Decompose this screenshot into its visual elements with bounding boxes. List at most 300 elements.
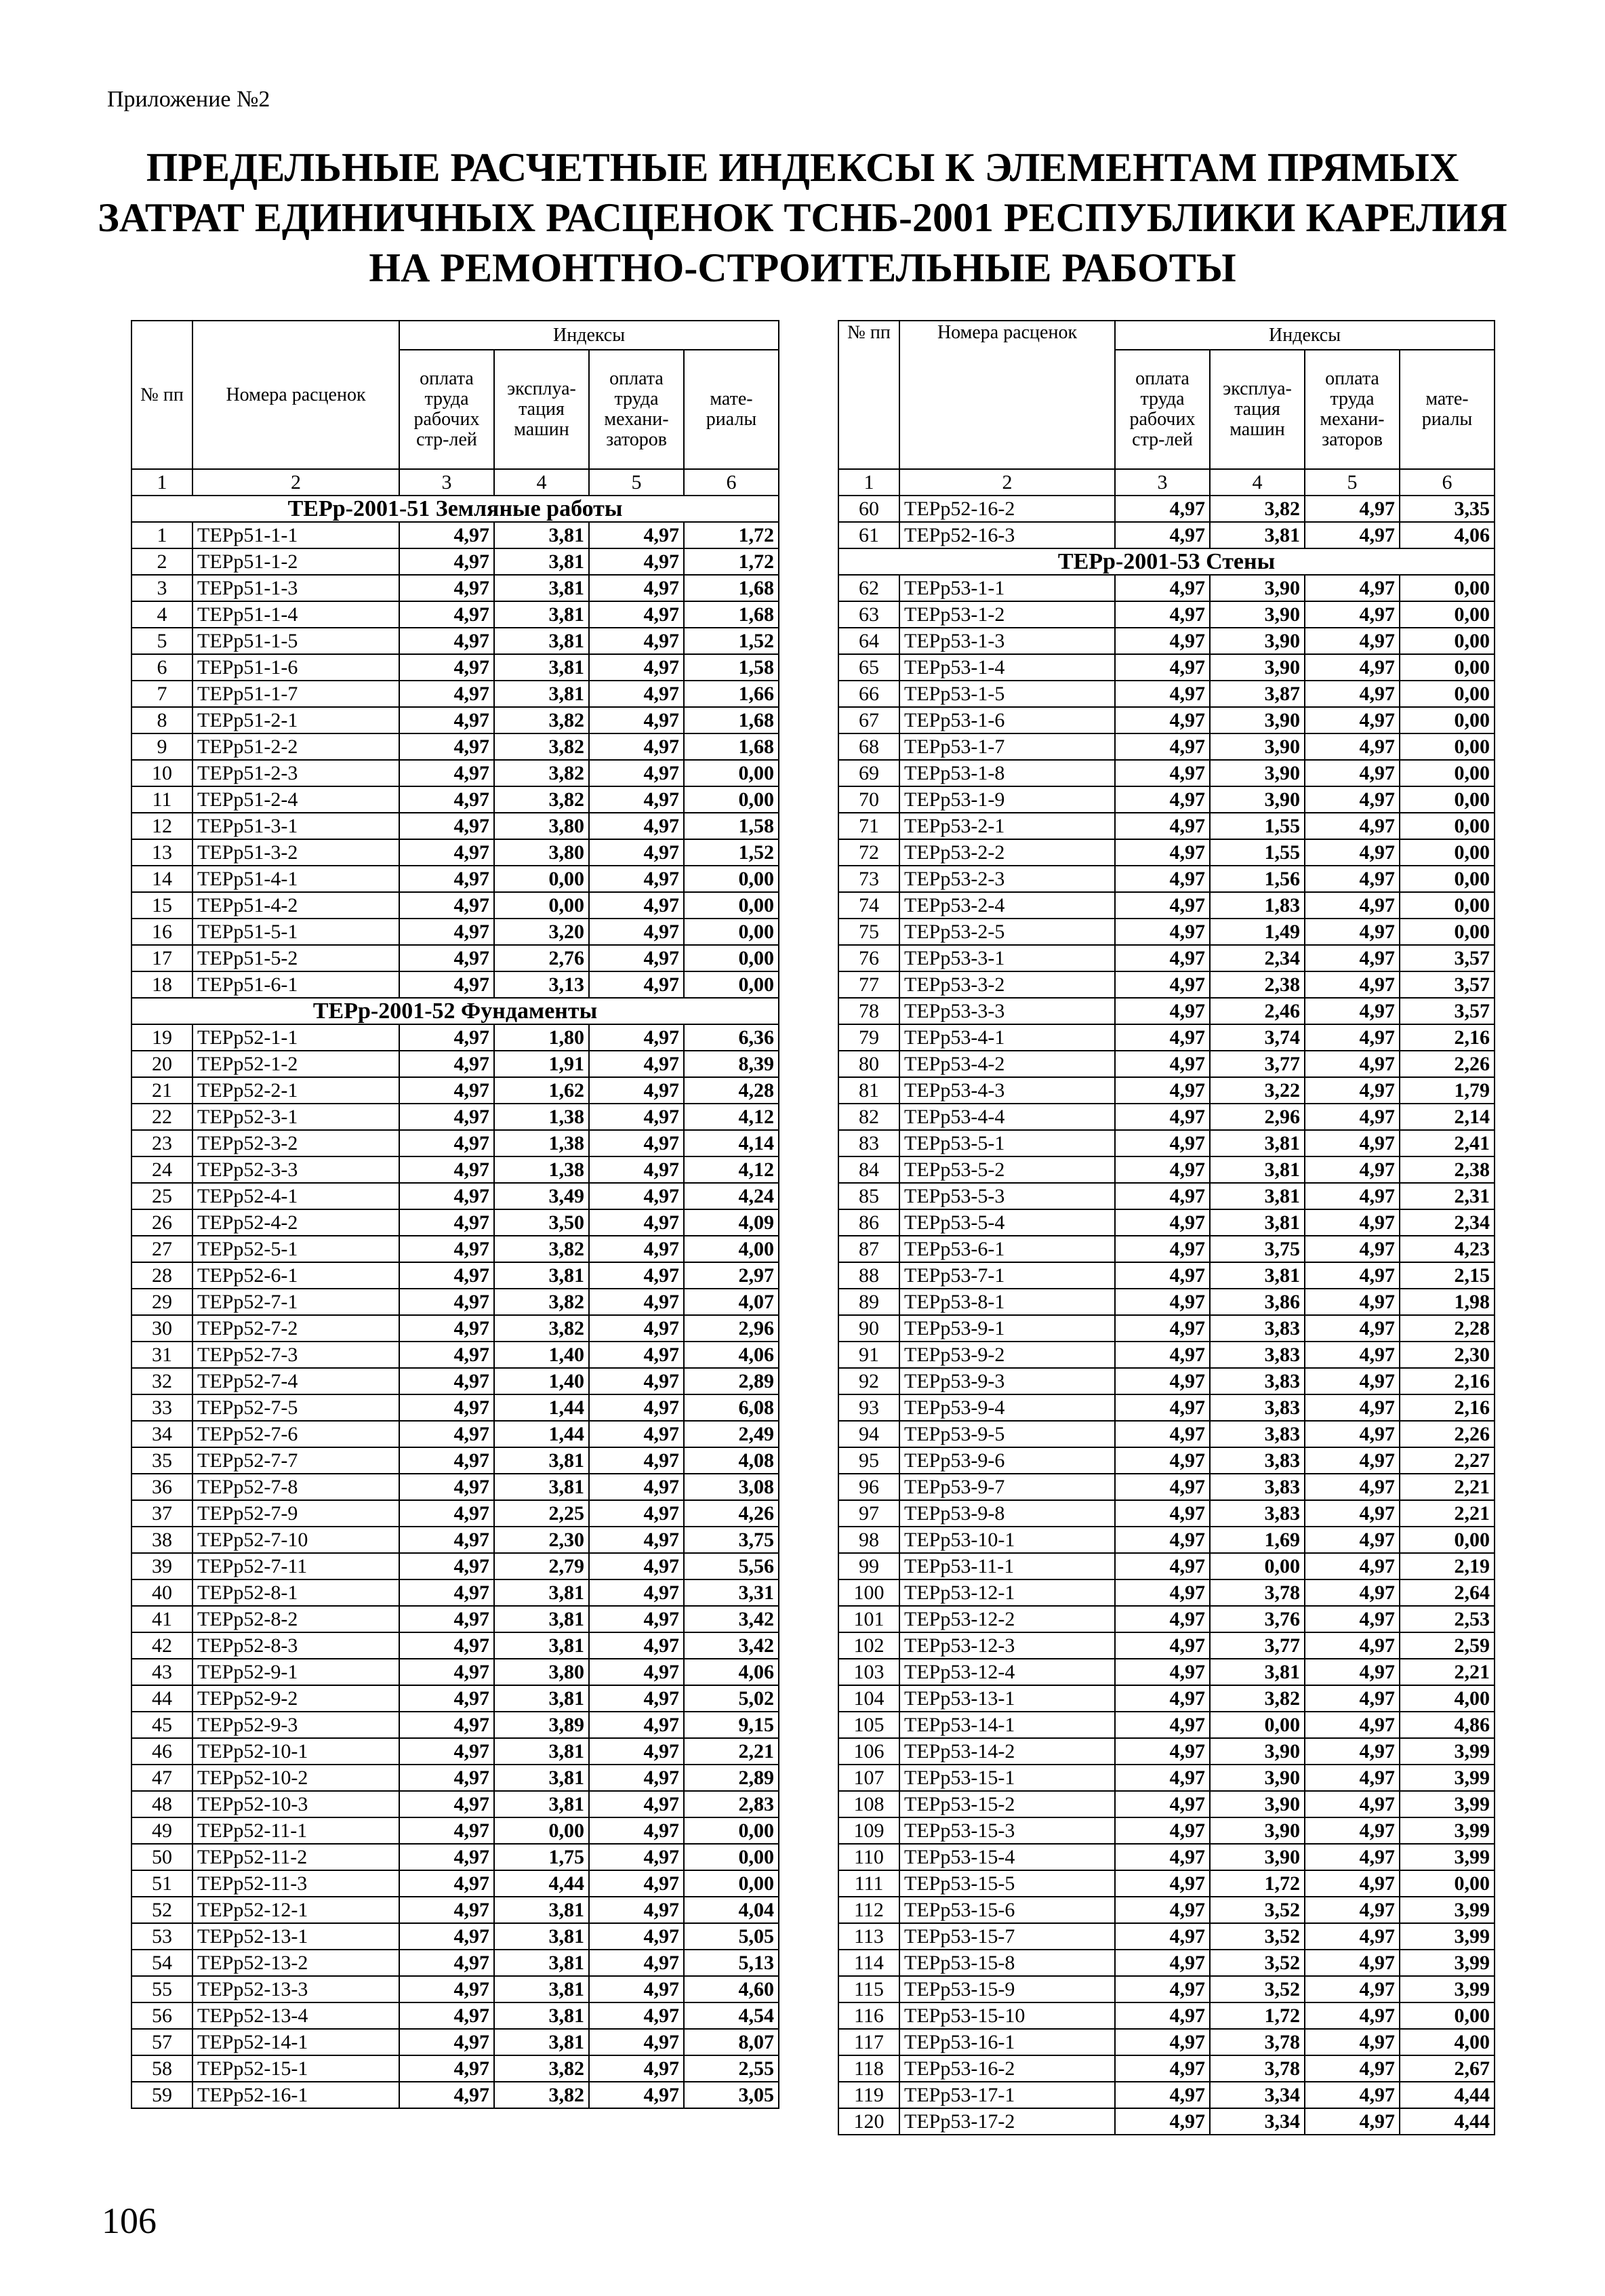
rate-code: ТЕРр53-6-1 [899,1236,1115,1262]
index-operators: 4,97 [1305,1156,1400,1183]
index-labor: 4,97 [1115,1474,1210,1500]
table-row [131,1738,779,1765]
index-machines: 3,82 [494,707,589,733]
index-labor: 4,97 [1115,1738,1210,1765]
row-number: 10 [131,760,192,786]
index-labor: 4,97 [1115,971,1210,998]
rate-code: ТЕРр53-15-1 [899,1765,1115,1791]
index-materials: 0,00 [684,971,779,998]
index-labor: 4,97 [399,1976,494,2002]
index-machines: 3,83 [1210,1368,1305,1394]
index-labor: 4,97 [399,892,494,919]
row-number: 109 [838,1817,899,1844]
row-number: 78 [838,998,899,1024]
index-operators: 4,97 [1305,839,1400,866]
index-operators: 4,97 [1305,892,1400,919]
table-row [131,2002,779,2029]
index-operators: 4,97 [589,1685,684,1712]
index-materials: 0,00 [1400,601,1495,628]
row-number: 5 [131,628,192,654]
index-machines: 1,62 [494,1077,589,1104]
row-number: 89 [838,1289,899,1315]
rate-code: ТЕРр52-13-1 [192,1923,399,1950]
row-number: 19 [131,1024,192,1051]
index-machines: 4,44 [494,1870,589,1897]
index-machines: 3,77 [1210,1632,1305,1659]
index-materials: 2,21 [1400,1659,1495,1685]
index-machines: 3,83 [1210,1474,1305,1500]
index-materials: 3,99 [1400,1897,1495,1923]
index-labor: 4,97 [399,733,494,760]
index-labor: 4,97 [399,1474,494,1500]
index-materials: 3,75 [684,1527,779,1553]
index-labor: 4,97 [399,1685,494,1712]
row-number: 15 [131,892,192,919]
index-operators: 4,97 [589,839,684,866]
index-labor: 4,97 [399,945,494,971]
row-number: 111 [838,1870,899,1897]
index-operators: 4,97 [589,919,684,945]
table-row [838,971,1495,998]
table-row [131,2029,779,2055]
index-operators: 4,97 [1305,1685,1400,1712]
table-row [131,1024,779,1051]
table-row [131,1156,779,1183]
table-row [131,1342,779,1368]
index-operators: 4,97 [1305,707,1400,733]
table-row [838,1342,1495,1368]
index-materials: 2,26 [1400,1421,1495,1447]
row-number: 20 [131,1051,192,1077]
index-materials: 4,09 [684,1209,779,1236]
table-row [838,1051,1495,1077]
header-code: Номера расценок [192,321,399,469]
index-labor: 4,97 [399,1632,494,1659]
rate-code: ТЕРр52-16-3 [899,522,1115,548]
rate-code: ТЕРр53-4-4 [899,1104,1115,1130]
index-labor: 4,97 [1115,892,1210,919]
header-labor: оплата труда рабочих стр-лей [1115,350,1210,469]
index-machines: 3,83 [1210,1394,1305,1421]
index-operators: 4,97 [1305,2082,1400,2108]
index-operators: 4,97 [1305,945,1400,971]
row-number: 9 [131,733,192,760]
index-operators: 4,97 [589,2002,684,2029]
index-operators: 4,97 [1305,1632,1400,1659]
index-labor: 4,97 [1115,2055,1210,2082]
table-row [838,733,1495,760]
table-row [131,1209,779,1236]
row-number: 57 [131,2029,192,2055]
header-operators: оплата труда механи-заторов [589,350,684,469]
index-machines: 3,75 [1210,1236,1305,1262]
rate-code: ТЕРр52-12-1 [192,1897,399,1923]
row-number: 110 [838,1844,899,1870]
index-materials: 0,00 [1400,839,1495,866]
index-labor: 4,97 [1115,866,1210,892]
rate-code: ТЕРр53-16-1 [899,2029,1115,2055]
row-number: 4 [131,601,192,628]
index-labor: 4,97 [399,1765,494,1791]
index-materials: 2,34 [1400,1209,1495,1236]
index-machines: 1,91 [494,1051,589,1077]
index-machines: 2,30 [494,1527,589,1553]
index-labor: 4,97 [1115,1527,1210,1553]
index-operators: 4,97 [589,1024,684,1051]
row-number: 28 [131,1262,192,1289]
index-materials: 6,08 [684,1394,779,1421]
table-row [838,1923,1495,1950]
table-row [131,628,779,654]
index-materials: 4,14 [684,1130,779,1156]
index-operators: 4,97 [1305,1579,1400,1606]
table-row [131,1632,779,1659]
index-materials: 2,21 [684,1738,779,1765]
index-labor: 4,97 [399,1077,494,1104]
index-labor: 4,97 [399,681,494,707]
row-number: 14 [131,866,192,892]
index-machines: 1,80 [494,1024,589,1051]
row-number: 108 [838,1791,899,1817]
index-operators: 4,97 [589,1447,684,1474]
index-machines: 3,81 [494,681,589,707]
table-row [131,760,779,786]
rate-code: ТЕРр52-10-3 [192,1791,399,1817]
index-operators: 4,97 [589,892,684,919]
rate-code: ТЕРр53-4-2 [899,1051,1115,1077]
row-number: 88 [838,1262,899,1289]
index-materials: 1,98 [1400,1289,1495,1315]
rate-code: ТЕРр51-3-1 [192,813,399,839]
table-row [838,866,1495,892]
index-labor: 4,97 [399,1315,494,1342]
index-materials: 2,83 [684,1791,779,1817]
table-row [838,2029,1495,2055]
index-materials: 6,36 [684,1024,779,1051]
table-row [131,839,779,866]
index-operators: 4,97 [1305,733,1400,760]
row-number: 75 [838,919,899,945]
index-operators: 4,97 [1305,575,1400,601]
index-materials: 3,57 [1400,945,1495,971]
index-machines: 3,81 [494,1447,589,1474]
col-number: 2 [192,469,399,496]
rate-code: ТЕРр53-3-1 [899,945,1115,971]
row-number: 98 [838,1527,899,1553]
index-materials: 0,00 [1400,760,1495,786]
rate-code: ТЕРр52-7-10 [192,1527,399,1553]
index-materials: 3,99 [1400,1844,1495,1870]
rate-code: ТЕРр51-2-4 [192,786,399,813]
rate-code: ТЕРр51-5-1 [192,919,399,945]
row-number: 93 [838,1394,899,1421]
index-labor: 4,97 [1115,786,1210,813]
table-row [131,1421,779,1447]
index-materials: 4,06 [684,1342,779,1368]
table-row [838,1104,1495,1130]
row-number: 99 [838,1553,899,1579]
row-number: 73 [838,866,899,892]
index-labor: 4,97 [399,919,494,945]
section-title: ТЕРр-2001-53 Стены [838,548,1495,575]
index-table-right [838,320,1495,2135]
rate-code: ТЕРр52-7-5 [192,1394,399,1421]
row-number: 60 [838,496,899,522]
index-labor: 4,97 [1115,681,1210,707]
row-number: 38 [131,1527,192,1553]
index-operators: 4,97 [589,2029,684,2055]
index-machines: 3,81 [494,1579,589,1606]
rate-code: ТЕРр53-1-4 [899,654,1115,681]
column-number-row [131,469,779,496]
title-line-3: НА РЕМОНТНО-СТРОИТЕЛЬНЫЕ РАБОТЫ [369,245,1236,290]
index-materials: 2,67 [1400,2055,1495,2082]
rate-code: ТЕРр53-12-2 [899,1606,1115,1632]
table-row [131,1712,779,1738]
rate-code: ТЕРр53-10-1 [899,1527,1115,1553]
table-row [131,1685,779,1712]
index-materials: 2,28 [1400,1315,1495,1342]
index-materials: 2,89 [684,1368,779,1394]
rate-code: ТЕРр52-7-4 [192,1368,399,1394]
rate-code: ТЕРр53-3-3 [899,998,1115,1024]
table-row [838,522,1495,548]
index-operators: 4,97 [1305,1051,1400,1077]
header-labor: оплата труда рабочих стр-лей [399,350,494,469]
table-row [131,1236,779,1262]
rate-code: ТЕРр53-14-1 [899,1712,1115,1738]
index-operators: 4,97 [1305,1606,1400,1632]
table-row [838,654,1495,681]
index-machines: 0,00 [494,866,589,892]
index-labor: 4,97 [1115,1923,1210,1950]
row-number: 17 [131,945,192,971]
rate-code: ТЕРр51-1-4 [192,601,399,628]
row-number: 23 [131,1130,192,1156]
row-number: 42 [131,1632,192,1659]
row-number: 69 [838,760,899,786]
rate-code: ТЕРр52-7-6 [192,1421,399,1447]
index-materials: 0,00 [1400,1870,1495,1897]
index-materials: 0,00 [684,1870,779,1897]
rate-code: ТЕРр53-12-4 [899,1659,1115,1685]
col-number: 5 [1305,469,1400,496]
index-labor: 4,97 [399,575,494,601]
index-machines: 3,82 [494,760,589,786]
row-number: 103 [838,1659,899,1685]
index-machines: 3,83 [1210,1315,1305,1342]
index-labor: 4,97 [1115,1209,1210,1236]
row-number: 27 [131,1236,192,1262]
row-number: 112 [838,1897,899,1923]
row-number: 92 [838,1368,899,1394]
index-materials: 2,21 [1400,1474,1495,1500]
index-materials: 0,00 [1400,707,1495,733]
index-operators: 4,97 [589,1394,684,1421]
rate-code: ТЕРр52-2-1 [192,1077,399,1104]
row-number: 61 [838,522,899,548]
table-row [131,786,779,813]
index-materials: 4,08 [684,1447,779,1474]
index-labor: 4,97 [1115,1659,1210,1685]
index-operators: 4,97 [1305,2029,1400,2055]
index-operators: 4,97 [1305,601,1400,628]
index-materials: 4,23 [1400,1236,1495,1262]
table-row [131,1051,779,1077]
index-operators: 4,97 [1305,1130,1400,1156]
index-materials: 0,00 [684,945,779,971]
rate-code: ТЕРр52-9-3 [192,1712,399,1738]
index-labor: 4,97 [1115,1817,1210,1844]
rate-code: ТЕРр53-15-9 [899,1976,1115,2002]
rate-code: ТЕРр53-16-2 [899,2055,1115,2082]
index-labor: 4,97 [399,1817,494,1844]
row-number: 82 [838,1104,899,1130]
index-operators: 4,97 [589,601,684,628]
table-row [131,1500,779,1527]
index-materials: 3,99 [1400,1738,1495,1765]
index-materials: 1,79 [1400,1077,1495,1104]
row-number: 34 [131,1421,192,1447]
rate-code: ТЕРр51-3-2 [192,839,399,866]
row-number: 119 [838,2082,899,2108]
row-number: 43 [131,1659,192,1685]
rate-code: ТЕРр53-4-1 [899,1024,1115,1051]
index-labor: 4,97 [1115,839,1210,866]
rate-code: ТЕРр53-9-3 [899,1368,1115,1394]
row-number: 62 [838,575,899,601]
index-operators: 4,97 [1305,998,1400,1024]
index-materials: 3,42 [684,1606,779,1632]
index-machines: 3,81 [494,522,589,548]
index-materials: 2,55 [684,2055,779,2082]
index-labor: 4,97 [1115,601,1210,628]
row-number: 25 [131,1183,192,1209]
index-machines: 3,81 [494,1632,589,1659]
index-machines: 3,80 [494,813,589,839]
index-labor: 4,97 [399,760,494,786]
index-operators: 4,97 [589,1897,684,1923]
index-materials: 0,00 [1400,892,1495,919]
index-labor: 4,97 [399,2002,494,2029]
index-labor: 4,97 [1115,2108,1210,2135]
index-machines: 3,81 [1210,1262,1305,1289]
index-operators: 4,97 [1305,786,1400,813]
index-labor: 4,97 [399,1289,494,1315]
index-labor: 4,97 [1115,1104,1210,1130]
index-materials: 2,30 [1400,1342,1495,1368]
row-number: 3 [131,575,192,601]
rate-code: ТЕРр53-2-4 [899,892,1115,919]
table-row [838,1394,1495,1421]
row-number: 32 [131,1368,192,1394]
index-operators: 4,97 [589,1817,684,1844]
rate-code: ТЕРр52-10-1 [192,1738,399,1765]
index-labor: 4,97 [399,1950,494,1976]
index-machines: 3,80 [494,1659,589,1685]
row-number: 83 [838,1130,899,1156]
index-machines: 1,44 [494,1394,589,1421]
index-machines: 3,81 [494,1976,589,2002]
row-number: 97 [838,1500,899,1527]
table-row [131,945,779,971]
index-materials: 8,07 [684,2029,779,2055]
index-machines: 1,75 [494,1844,589,1870]
index-operators: 4,97 [589,1209,684,1236]
row-number: 66 [838,681,899,707]
index-operators: 4,97 [1305,1183,1400,1209]
index-materials: 2,59 [1400,1632,1495,1659]
index-operators: 4,97 [1305,1315,1400,1342]
page-number: 106 [102,2200,157,2241]
rate-code: ТЕРр51-1-3 [192,575,399,601]
row-number: 31 [131,1342,192,1368]
index-materials: 2,53 [1400,1606,1495,1632]
section-row [131,496,779,522]
index-materials: 3,99 [1400,1976,1495,2002]
row-number: 18 [131,971,192,998]
index-machines: 3,90 [1210,1738,1305,1765]
index-machines: 1,55 [1210,813,1305,839]
table-row [131,1104,779,1130]
index-machines: 2,25 [494,1500,589,1527]
rate-code: ТЕРр53-9-8 [899,1500,1115,1527]
table-row [838,1976,1495,2002]
index-machines: 3,81 [1210,1130,1305,1156]
index-labor: 4,97 [399,866,494,892]
index-machines: 1,49 [1210,919,1305,945]
index-materials: 4,06 [1400,522,1495,548]
index-operators: 4,97 [1305,1765,1400,1791]
index-machines: 3,81 [494,2002,589,2029]
index-materials: 3,99 [1400,1765,1495,1791]
index-operators: 4,97 [589,1156,684,1183]
index-operators: 4,97 [1305,971,1400,998]
index-materials: 2,31 [1400,1183,1495,1209]
index-operators: 4,97 [589,1289,684,1315]
index-operators: 4,97 [1305,1817,1400,1844]
index-materials: 3,99 [1400,1817,1495,1844]
index-labor: 4,97 [1115,919,1210,945]
index-machines: 3,90 [1210,707,1305,733]
rate-code: ТЕРр53-5-3 [899,1183,1115,1209]
table-row [838,1421,1495,1447]
index-materials: 0,00 [1400,866,1495,892]
row-number: 120 [838,2108,899,2135]
index-materials: 1,72 [684,548,779,575]
rate-code: ТЕРр53-4-3 [899,1077,1115,1104]
table-row [838,1712,1495,1738]
index-machines: 3,52 [1210,1923,1305,1950]
index-operators: 4,97 [589,866,684,892]
row-number: 74 [838,892,899,919]
table-row [131,707,779,733]
index-machines: 3,81 [1210,522,1305,548]
index-machines: 3,81 [494,654,589,681]
index-materials: 0,00 [684,786,779,813]
table-row [838,1632,1495,1659]
rate-code: ТЕРр53-7-1 [899,1262,1115,1289]
index-machines: 1,40 [494,1368,589,1394]
col-number: 1 [131,469,192,496]
table-row [838,998,1495,1024]
row-number: 49 [131,1817,192,1844]
row-number: 76 [838,945,899,971]
index-materials: 1,68 [684,601,779,628]
index-machines: 3,20 [494,919,589,945]
index-materials: 2,15 [1400,1262,1495,1289]
index-operators: 4,97 [589,1606,684,1632]
